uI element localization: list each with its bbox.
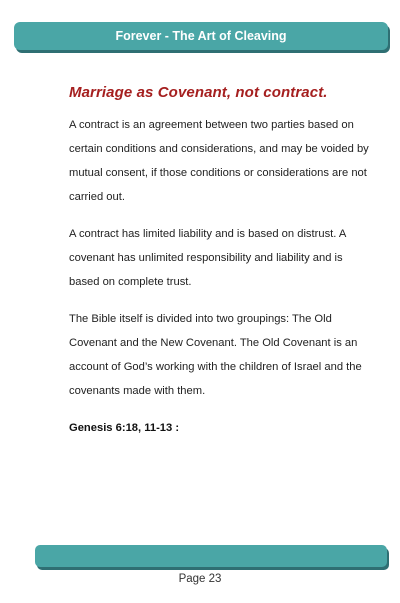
section-heading: Marriage as Covenant, not contract.	[69, 84, 328, 101]
paragraph: A contract is an agreement between two parties based on certain conditions and considerations, and may be voided by mutual consent, if those conditions or considerations are not carried out.	[69, 119, 369, 203]
book-title: Forever - The Art of Cleaving	[115, 29, 287, 43]
page-number: Page 23	[178, 573, 222, 585]
page-content	[69, 83, 369, 440]
footer-bar	[35, 545, 387, 567]
header-bar	[14, 22, 388, 50]
paragraph: The Bible itself is divided into two groupings: The Old Covenant and the New Covenant. The Old Covenant is an account of God’s working with the children of Israel and the covenants made with them.	[69, 313, 362, 397]
scripture-reference: Genesis 6:18, 11-13 :	[69, 422, 180, 434]
paragraph: A contract has limited liability and is based on distrust. A covenant has unlimited responsibility and liability and is based on complete trust.	[69, 228, 346, 288]
